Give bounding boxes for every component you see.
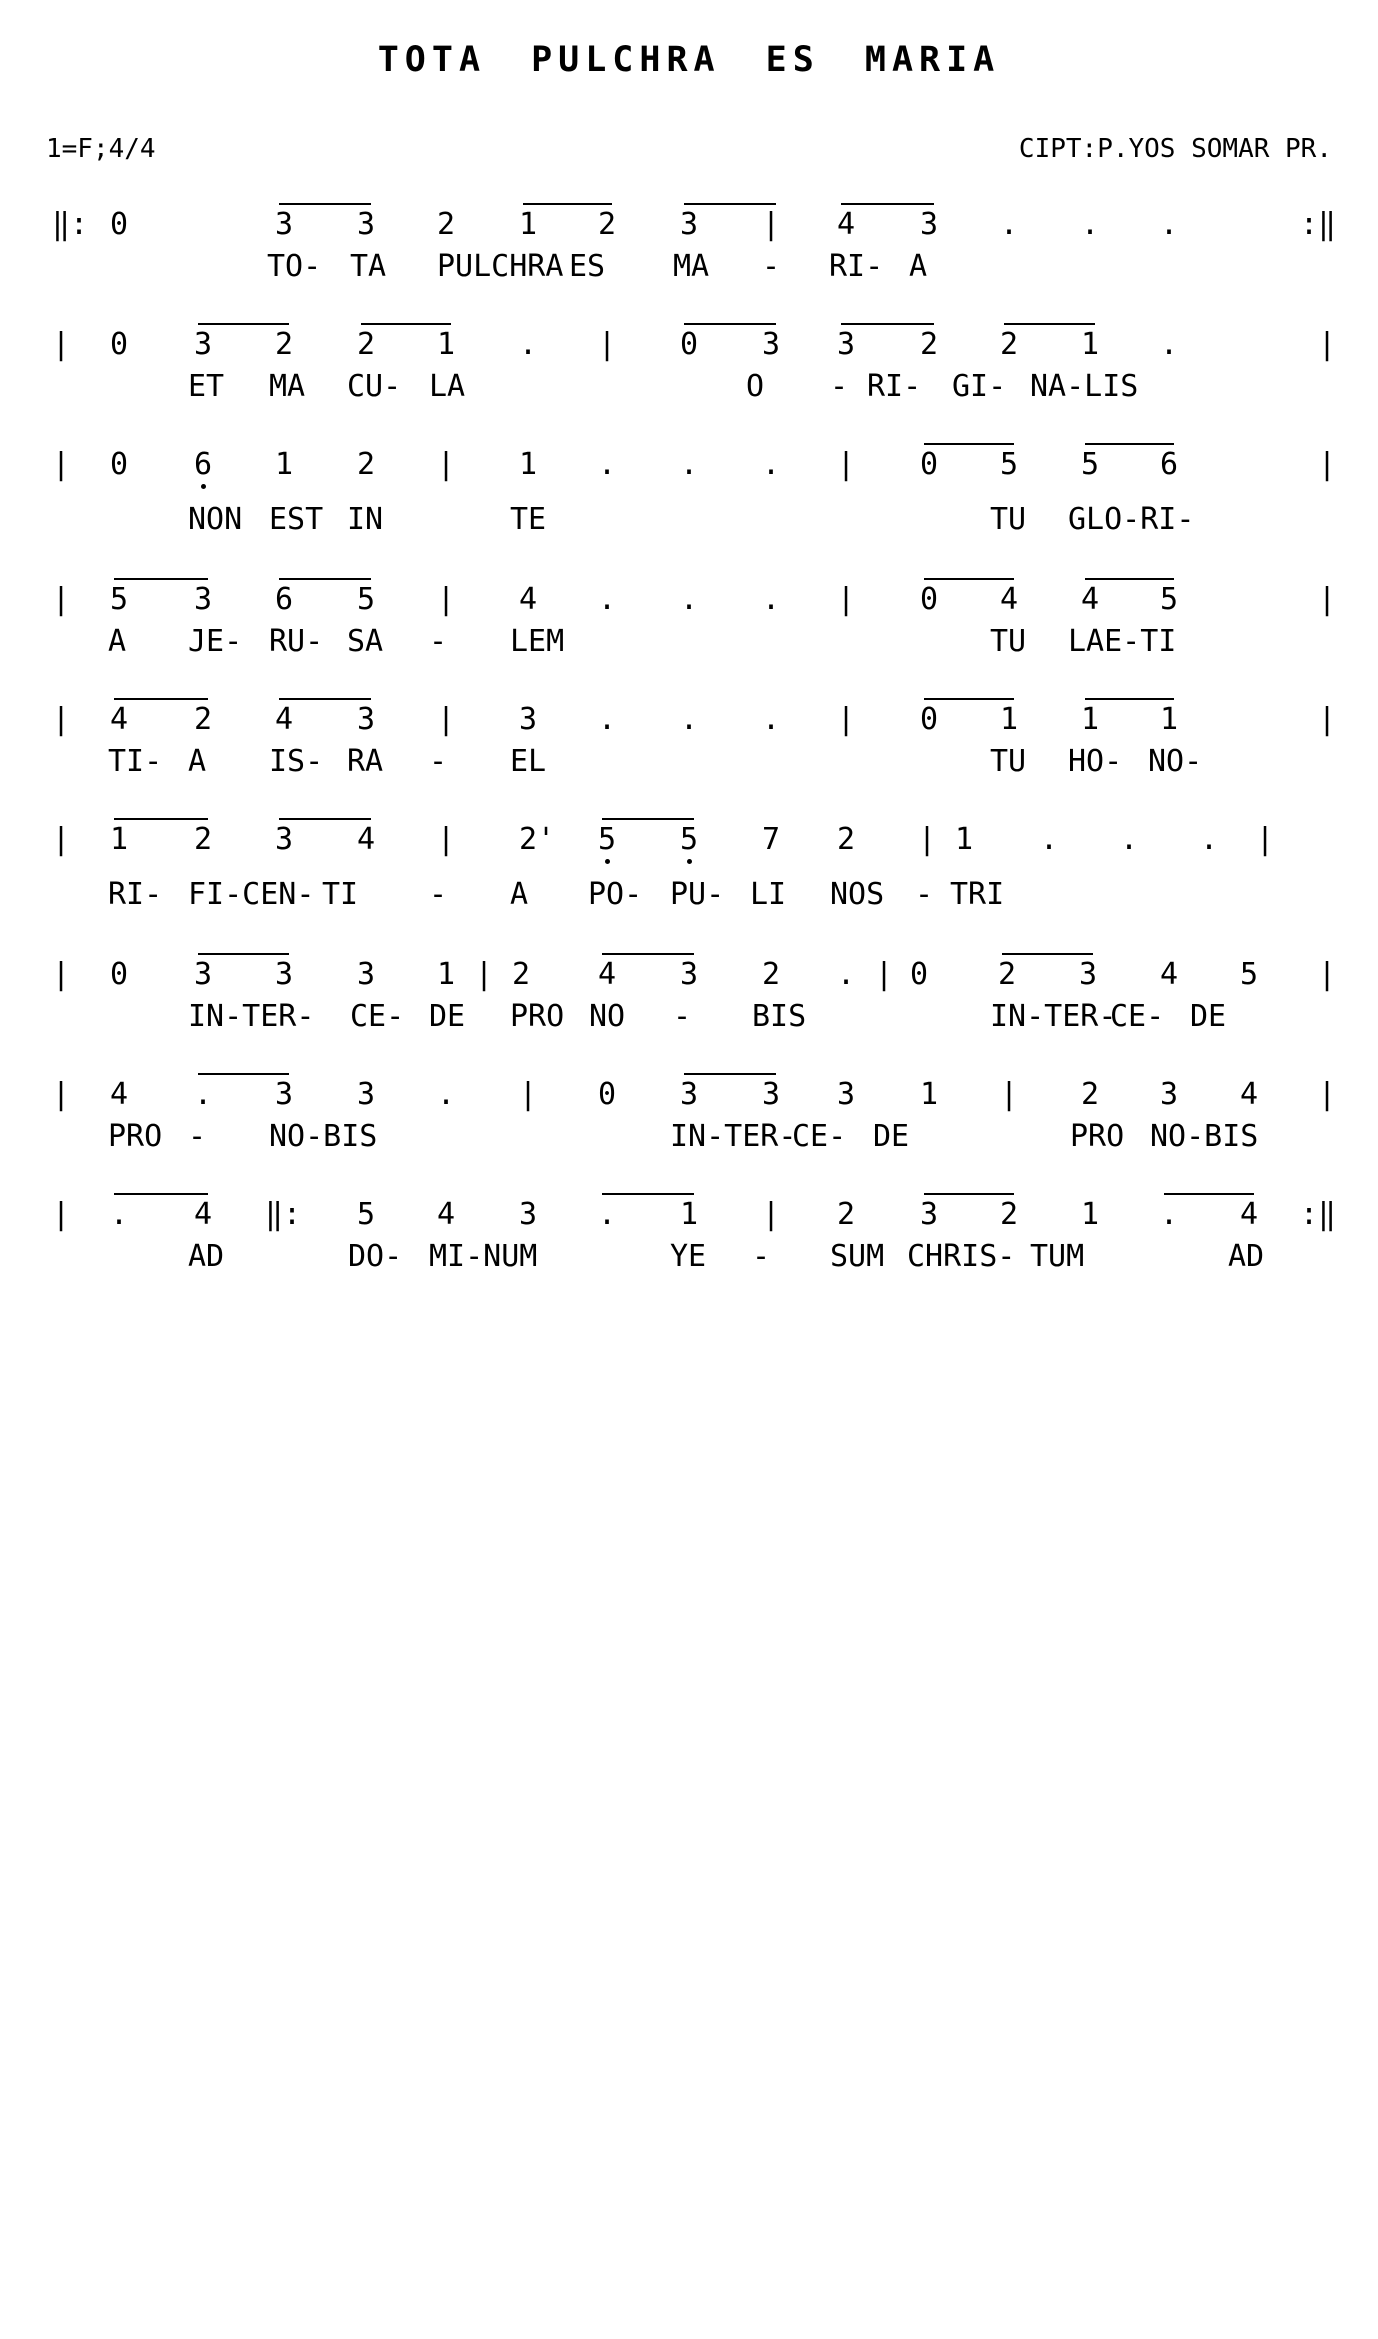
barline: | bbox=[519, 1077, 538, 1112]
note: . bbox=[598, 582, 617, 617]
note: . bbox=[194, 1077, 213, 1112]
note: 4 bbox=[194, 1197, 213, 1232]
beam-line bbox=[1085, 443, 1174, 445]
note: 4 bbox=[519, 582, 538, 617]
score-row bbox=[0, 702, 1378, 815]
beam-line bbox=[1085, 578, 1174, 580]
lyric-syllable: NON bbox=[188, 502, 243, 537]
beam-line bbox=[279, 203, 371, 205]
note: 1 bbox=[110, 822, 129, 857]
lyric-syllable: PO- bbox=[588, 877, 643, 912]
note: 0 bbox=[920, 702, 939, 737]
barline: | bbox=[762, 207, 781, 242]
beam-line bbox=[602, 953, 694, 955]
note: . bbox=[1160, 1197, 1179, 1232]
lyric-syllable: TU bbox=[990, 744, 1027, 779]
lyric-syllable: CU- bbox=[347, 369, 402, 404]
note: . bbox=[762, 447, 781, 482]
lyric-syllable: GLO-RI- bbox=[1068, 502, 1195, 537]
score-row bbox=[0, 207, 1378, 320]
note: 3 bbox=[275, 822, 294, 857]
barline: | bbox=[1318, 702, 1337, 737]
lyric-syllable: A bbox=[510, 877, 529, 912]
note: 2 bbox=[357, 327, 376, 362]
note: 0 bbox=[110, 957, 129, 992]
note: 5 bbox=[110, 582, 129, 617]
note: 0 bbox=[910, 957, 929, 992]
lyric-syllable: RU- bbox=[269, 624, 324, 659]
barline: | bbox=[837, 447, 856, 482]
octave-dot bbox=[605, 859, 610, 864]
note: 3 bbox=[357, 702, 376, 737]
lyric-syllable: RA bbox=[347, 744, 384, 779]
note: . bbox=[1000, 207, 1019, 242]
barline: | bbox=[437, 582, 456, 617]
beam-line bbox=[684, 1073, 776, 1075]
lyric-syllable: TI- bbox=[108, 744, 163, 779]
note: 2 bbox=[920, 327, 939, 362]
note: 2 bbox=[837, 1197, 856, 1232]
lyric-syllable: TRI bbox=[950, 877, 1005, 912]
note: 2 bbox=[275, 327, 294, 362]
note: 1 bbox=[1081, 1197, 1100, 1232]
note: 3 bbox=[194, 582, 213, 617]
note: 6 bbox=[275, 582, 294, 617]
barline: | bbox=[437, 702, 456, 737]
score-row bbox=[0, 822, 1378, 935]
lyric-syllable: LA bbox=[429, 369, 466, 404]
note: 3 bbox=[920, 207, 939, 242]
note: 3 bbox=[1079, 957, 1098, 992]
note: 3 bbox=[920, 1197, 939, 1232]
note: 1 bbox=[1000, 702, 1019, 737]
note: 1 bbox=[955, 822, 974, 857]
lyric-syllable: ES bbox=[569, 249, 606, 284]
lyric-syllable: TU bbox=[990, 624, 1027, 659]
note: 2 bbox=[512, 957, 531, 992]
lyric-syllable: CE- bbox=[1110, 999, 1165, 1034]
note: . bbox=[837, 957, 856, 992]
beam-line bbox=[602, 1193, 694, 1195]
note: 5 bbox=[357, 1197, 376, 1232]
lyric-syllable: A bbox=[909, 249, 928, 284]
lyric-syllable: - bbox=[188, 1119, 207, 1154]
note: 6 bbox=[1160, 447, 1179, 482]
lyric-syllable: LI bbox=[750, 877, 787, 912]
note: 4 bbox=[837, 207, 856, 242]
note: 3 bbox=[519, 1197, 538, 1232]
lyric-syllable: NO- bbox=[1148, 744, 1203, 779]
lyric-syllable: IN-TER- bbox=[990, 999, 1117, 1034]
lyric-syllable: NA-LIS bbox=[1030, 369, 1139, 404]
note: 4 bbox=[598, 957, 617, 992]
barline: | bbox=[52, 1197, 71, 1232]
lyric-syllable: MA bbox=[673, 249, 710, 284]
note: 2 bbox=[1000, 327, 1019, 362]
note: 7 bbox=[762, 822, 781, 857]
note: . bbox=[1200, 822, 1219, 857]
barline: | bbox=[762, 1197, 781, 1232]
note: . bbox=[1081, 207, 1100, 242]
note: . bbox=[437, 1077, 456, 1112]
lyric-syllable: TUM bbox=[1030, 1239, 1085, 1274]
note: . bbox=[598, 447, 617, 482]
barline: ‖: bbox=[52, 207, 89, 242]
note: 1 bbox=[920, 1077, 939, 1112]
barline: :‖ bbox=[1300, 1197, 1337, 1232]
lyric-syllable: RI- bbox=[829, 249, 884, 284]
note: . bbox=[598, 702, 617, 737]
beam-line bbox=[279, 818, 371, 820]
note: 3 bbox=[837, 327, 856, 362]
note: 2 bbox=[762, 957, 781, 992]
beam-line bbox=[1164, 1193, 1254, 1195]
lyric-syllable: DO- bbox=[348, 1239, 403, 1274]
beam-line bbox=[684, 323, 776, 325]
beam-line bbox=[1085, 698, 1174, 700]
note: 4 bbox=[1240, 1077, 1259, 1112]
note: 1 bbox=[437, 957, 456, 992]
song-title: TOTA PULCHRA ES MARIA bbox=[377, 40, 1001, 80]
note: 3 bbox=[680, 1077, 699, 1112]
note: 3 bbox=[762, 327, 781, 362]
score-row bbox=[0, 1077, 1378, 1190]
note: 3 bbox=[762, 1077, 781, 1112]
lyric-syllable: EST bbox=[269, 502, 324, 537]
note: 5 bbox=[1240, 957, 1259, 992]
note: 3 bbox=[680, 207, 699, 242]
lyric-syllable: - bbox=[762, 249, 781, 284]
note: . bbox=[598, 1197, 617, 1232]
barline: | bbox=[918, 822, 937, 857]
lyric-syllable: CE- bbox=[792, 1119, 847, 1154]
lyric-syllable: LAE-TI bbox=[1068, 624, 1177, 659]
note: 0 bbox=[680, 327, 699, 362]
note: 5 bbox=[1081, 447, 1100, 482]
note: 2 bbox=[1000, 1197, 1019, 1232]
lyric-syllable: A bbox=[188, 744, 207, 779]
lyric-syllable: JE- bbox=[188, 624, 243, 659]
score-row bbox=[0, 957, 1378, 1070]
lyric-syllable: PRO bbox=[1070, 1119, 1125, 1154]
lyric-syllable: PRO bbox=[108, 1119, 163, 1154]
note: . bbox=[519, 327, 538, 362]
barline: | bbox=[1318, 1077, 1337, 1112]
beam-line bbox=[198, 323, 289, 325]
lyric-syllable: BIS bbox=[752, 999, 807, 1034]
note: 1 bbox=[437, 327, 456, 362]
note: 2 bbox=[598, 207, 617, 242]
note: 4 bbox=[437, 1197, 456, 1232]
lyric-syllable: MA bbox=[269, 369, 306, 404]
lyric-syllable: NO-BIS bbox=[1150, 1119, 1259, 1154]
note: 2' bbox=[519, 822, 556, 857]
note: 3 bbox=[519, 702, 538, 737]
note: 3 bbox=[837, 1077, 856, 1112]
lyric-syllable: TI bbox=[322, 877, 359, 912]
lyric-syllable: NO bbox=[589, 999, 626, 1034]
barline: | bbox=[52, 447, 71, 482]
beam-line bbox=[279, 698, 371, 700]
lyric-syllable: NOS bbox=[830, 877, 885, 912]
beam-line bbox=[114, 578, 208, 580]
note: 3 bbox=[357, 1077, 376, 1112]
note: 6 bbox=[194, 447, 213, 482]
score-row bbox=[0, 1197, 1378, 1310]
lyric-syllable: FI-CEN- bbox=[188, 877, 315, 912]
barline: | bbox=[1318, 327, 1337, 362]
lyric-syllable: LEM bbox=[510, 624, 565, 659]
note: 3 bbox=[357, 207, 376, 242]
note: . bbox=[762, 582, 781, 617]
barline: | bbox=[1318, 582, 1337, 617]
lyric-syllable: EL bbox=[510, 744, 547, 779]
note: 2 bbox=[1081, 1077, 1100, 1112]
note: 2 bbox=[998, 957, 1017, 992]
lyric-syllable: A bbox=[108, 624, 127, 659]
note: 4 bbox=[110, 1077, 129, 1112]
note: 2 bbox=[194, 702, 213, 737]
note: 4 bbox=[1160, 957, 1179, 992]
barline: | bbox=[598, 327, 617, 362]
barline: | bbox=[1318, 447, 1337, 482]
note: 1 bbox=[275, 447, 294, 482]
score-row bbox=[0, 447, 1378, 560]
lyric-syllable: AD bbox=[188, 1239, 225, 1274]
lyric-syllable: SUM bbox=[830, 1239, 885, 1274]
beam-line bbox=[114, 818, 208, 820]
note: 2 bbox=[837, 822, 856, 857]
score-row bbox=[0, 582, 1378, 695]
lyric-syllable: MI-NUM bbox=[429, 1239, 538, 1274]
lyric-syllable: - bbox=[429, 624, 448, 659]
barline: | bbox=[837, 582, 856, 617]
note: 5 bbox=[357, 582, 376, 617]
note: 3 bbox=[1160, 1077, 1179, 1112]
beam-line bbox=[114, 698, 208, 700]
note: 4 bbox=[275, 702, 294, 737]
note: 3 bbox=[680, 957, 699, 992]
beam-line bbox=[841, 203, 934, 205]
beam-line bbox=[523, 203, 612, 205]
beam-line bbox=[361, 323, 451, 325]
lyric-syllable: DE bbox=[873, 1119, 910, 1154]
barline: | bbox=[52, 327, 71, 362]
note: 4 bbox=[357, 822, 376, 857]
beam-line bbox=[924, 443, 1014, 445]
lyric-syllable: ET bbox=[188, 369, 225, 404]
note: 5 bbox=[598, 822, 617, 857]
lyric-syllable: YE bbox=[670, 1239, 707, 1274]
lyric-syllable: TE bbox=[510, 502, 547, 537]
note: . bbox=[680, 702, 699, 737]
note: 4 bbox=[1240, 1197, 1259, 1232]
lyric-syllable: - bbox=[752, 1239, 771, 1274]
note: . bbox=[1160, 207, 1179, 242]
lyric-syllable: TU bbox=[990, 502, 1027, 537]
barline: | bbox=[1318, 957, 1337, 992]
note: 5 bbox=[680, 822, 699, 857]
lyric-syllable: CHRIS- bbox=[907, 1239, 1016, 1274]
lyric-syllable: - bbox=[429, 877, 448, 912]
lyric-syllable: GI- bbox=[952, 369, 1007, 404]
beam-line bbox=[198, 1073, 289, 1075]
note: 0 bbox=[110, 327, 129, 362]
lyric-syllable: O bbox=[746, 369, 765, 404]
note: 1 bbox=[680, 1197, 699, 1232]
note: 0 bbox=[598, 1077, 617, 1112]
lyric-syllable: IN-TER- bbox=[670, 1119, 797, 1154]
lyric-syllable: TO- bbox=[267, 249, 322, 284]
octave-dot bbox=[687, 859, 692, 864]
note: 1 bbox=[1081, 327, 1100, 362]
beam-line bbox=[841, 323, 934, 325]
note: 5 bbox=[1160, 582, 1179, 617]
note: 3 bbox=[194, 957, 213, 992]
note: 4 bbox=[110, 702, 129, 737]
note: 4 bbox=[1081, 582, 1100, 617]
barline: | bbox=[52, 582, 71, 617]
lyric-syllable: IN bbox=[347, 502, 384, 537]
note: 5 bbox=[1000, 447, 1019, 482]
note: 3 bbox=[275, 1077, 294, 1112]
lyric-syllable: - bbox=[673, 999, 692, 1034]
beam-line bbox=[1004, 323, 1095, 325]
octave-dot bbox=[201, 484, 206, 489]
note: 1 bbox=[1081, 702, 1100, 737]
lyric-syllable: HO- bbox=[1068, 744, 1123, 779]
note: . bbox=[680, 582, 699, 617]
lyric-syllable: - bbox=[830, 369, 849, 404]
barline: | bbox=[475, 957, 494, 992]
note: 1 bbox=[519, 207, 538, 242]
note: 2 bbox=[194, 822, 213, 857]
barline: | bbox=[875, 957, 894, 992]
barline: | bbox=[52, 957, 71, 992]
lyric-syllable: CE- bbox=[350, 999, 405, 1034]
barline: | bbox=[437, 447, 456, 482]
beam-line bbox=[924, 578, 1014, 580]
barline: | bbox=[837, 702, 856, 737]
note: . bbox=[680, 447, 699, 482]
barline: ‖: bbox=[265, 1197, 302, 1232]
beam-line bbox=[924, 698, 1014, 700]
barline: | bbox=[437, 822, 456, 857]
lyric-syllable: - bbox=[915, 877, 934, 912]
lyric-syllable: DE bbox=[429, 999, 466, 1034]
lyric-syllable: DE bbox=[1190, 999, 1227, 1034]
note: . bbox=[762, 702, 781, 737]
note: 0 bbox=[110, 207, 129, 242]
barline: | bbox=[1256, 822, 1275, 857]
note: 0 bbox=[920, 447, 939, 482]
beam-line bbox=[924, 1193, 1014, 1195]
beam-line bbox=[684, 203, 776, 205]
lyric-syllable: TA bbox=[350, 249, 387, 284]
note: 0 bbox=[920, 582, 939, 617]
beam-line bbox=[1002, 953, 1093, 955]
beam-line bbox=[602, 818, 694, 820]
lyric-syllable: IS- bbox=[269, 744, 324, 779]
note: 0 bbox=[110, 447, 129, 482]
lyric-syllable: AD bbox=[1228, 1239, 1265, 1274]
key-signature: 1=F;4/4 bbox=[46, 134, 156, 164]
lyric-syllable: NO-BIS bbox=[269, 1119, 378, 1154]
score-row bbox=[0, 327, 1378, 440]
barline: | bbox=[1000, 1077, 1019, 1112]
note: . bbox=[1040, 822, 1059, 857]
lyric-syllable: PULCHRA bbox=[437, 249, 564, 284]
note: 3 bbox=[275, 957, 294, 992]
note: 3 bbox=[357, 957, 376, 992]
lyric-syllable: SA bbox=[347, 624, 384, 659]
note: 4 bbox=[1000, 582, 1019, 617]
lyric-syllable: - bbox=[429, 744, 448, 779]
note: . bbox=[110, 1197, 129, 1232]
note: 3 bbox=[275, 207, 294, 242]
note: 1 bbox=[519, 447, 538, 482]
lyric-syllable: PU- bbox=[670, 877, 725, 912]
beam-line bbox=[114, 1193, 208, 1195]
barline: :‖ bbox=[1300, 207, 1337, 242]
note: 2 bbox=[437, 207, 456, 242]
lyric-syllable: RI- bbox=[867, 369, 922, 404]
note: . bbox=[1160, 327, 1179, 362]
barline: | bbox=[52, 702, 71, 737]
lyric-syllable: RI- bbox=[108, 877, 163, 912]
lyric-syllable: IN-TER- bbox=[188, 999, 315, 1034]
beam-line bbox=[198, 953, 289, 955]
note: 2 bbox=[357, 447, 376, 482]
note: 3 bbox=[194, 327, 213, 362]
beam-line bbox=[279, 578, 371, 580]
barline: | bbox=[52, 822, 71, 857]
composer-credit: CIPT:P.YOS SOMAR PR. bbox=[1018, 134, 1332, 164]
lyric-syllable: PRO bbox=[510, 999, 565, 1034]
note: 1 bbox=[1160, 702, 1179, 737]
note: . bbox=[1120, 822, 1139, 857]
barline: | bbox=[52, 1077, 71, 1112]
